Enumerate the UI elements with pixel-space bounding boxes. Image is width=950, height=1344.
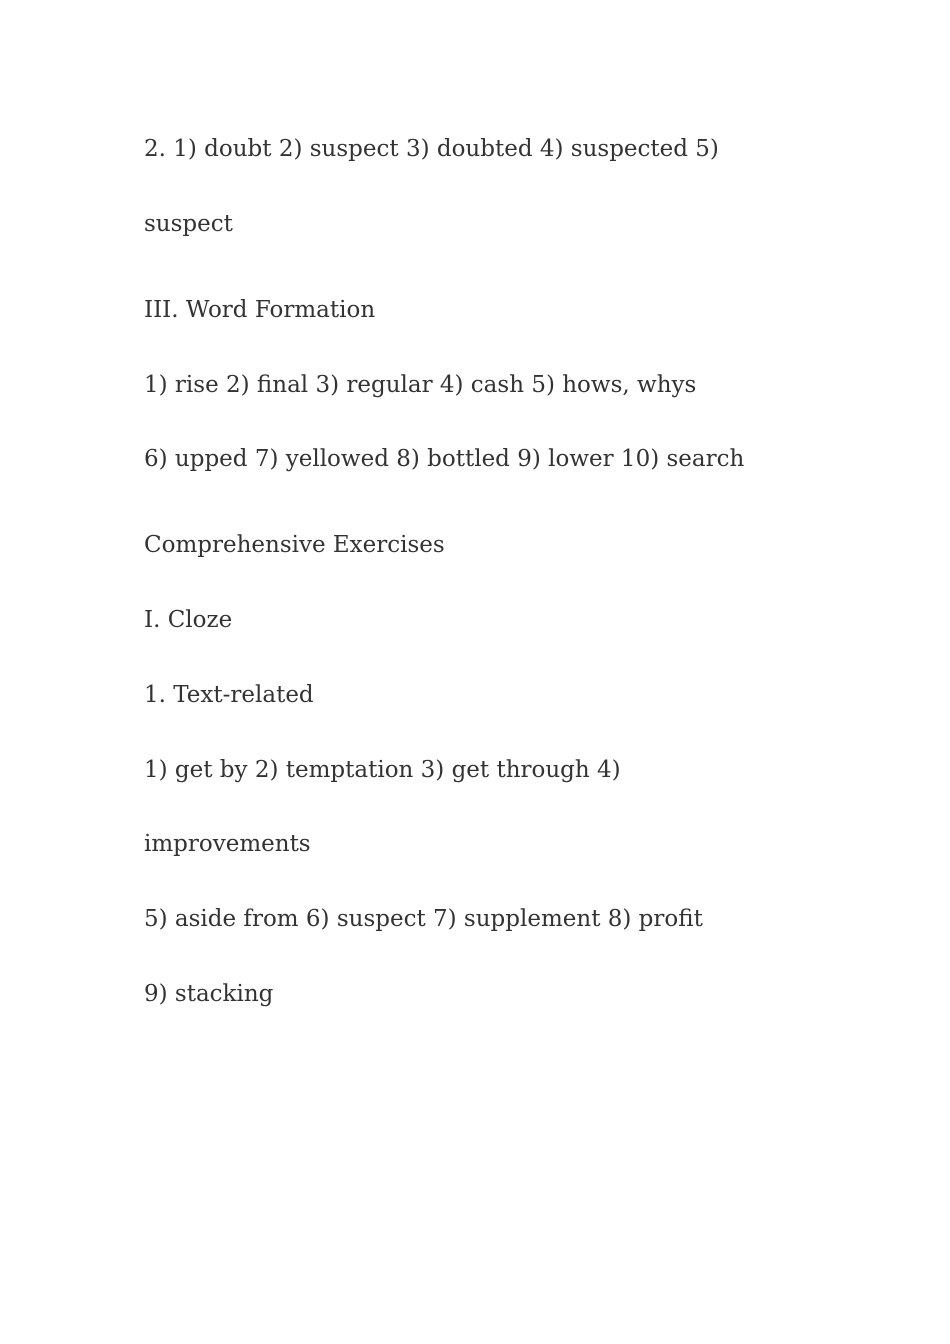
section-heading-word-formation: III. Word Formation [144,297,376,323]
answer-line-word-formation-2: 6) upped 7) yellowed 8) bottled 9) lower 10) search [144,446,745,472]
answer-line-word-formation-1: 1) rise 2) final 3) regular 4) cash 5) hows, whys [144,372,697,398]
section-heading-comprehensive-exercises: Comprehensive Exercises [144,532,445,558]
answer-line-vocab-2: 2. 1) doubt 2) suspect 3) doubted 4) suspected 5) [144,136,719,162]
subheading-cloze: I. Cloze [144,607,233,633]
answer-line-vocab-2-cont: suspect [144,211,233,237]
answer-line-cloze-2: 5) aside from 6) suspect 7) supplement 8) profit [144,906,703,932]
subheading-text-related: 1. Text-related [144,682,314,708]
answer-line-cloze-1: 1) get by 2) temptation 3) get through 4) [144,757,621,783]
answer-line-cloze-1-cont: improvements [144,831,311,857]
answer-line-cloze-3: 9) stacking [144,981,274,1007]
